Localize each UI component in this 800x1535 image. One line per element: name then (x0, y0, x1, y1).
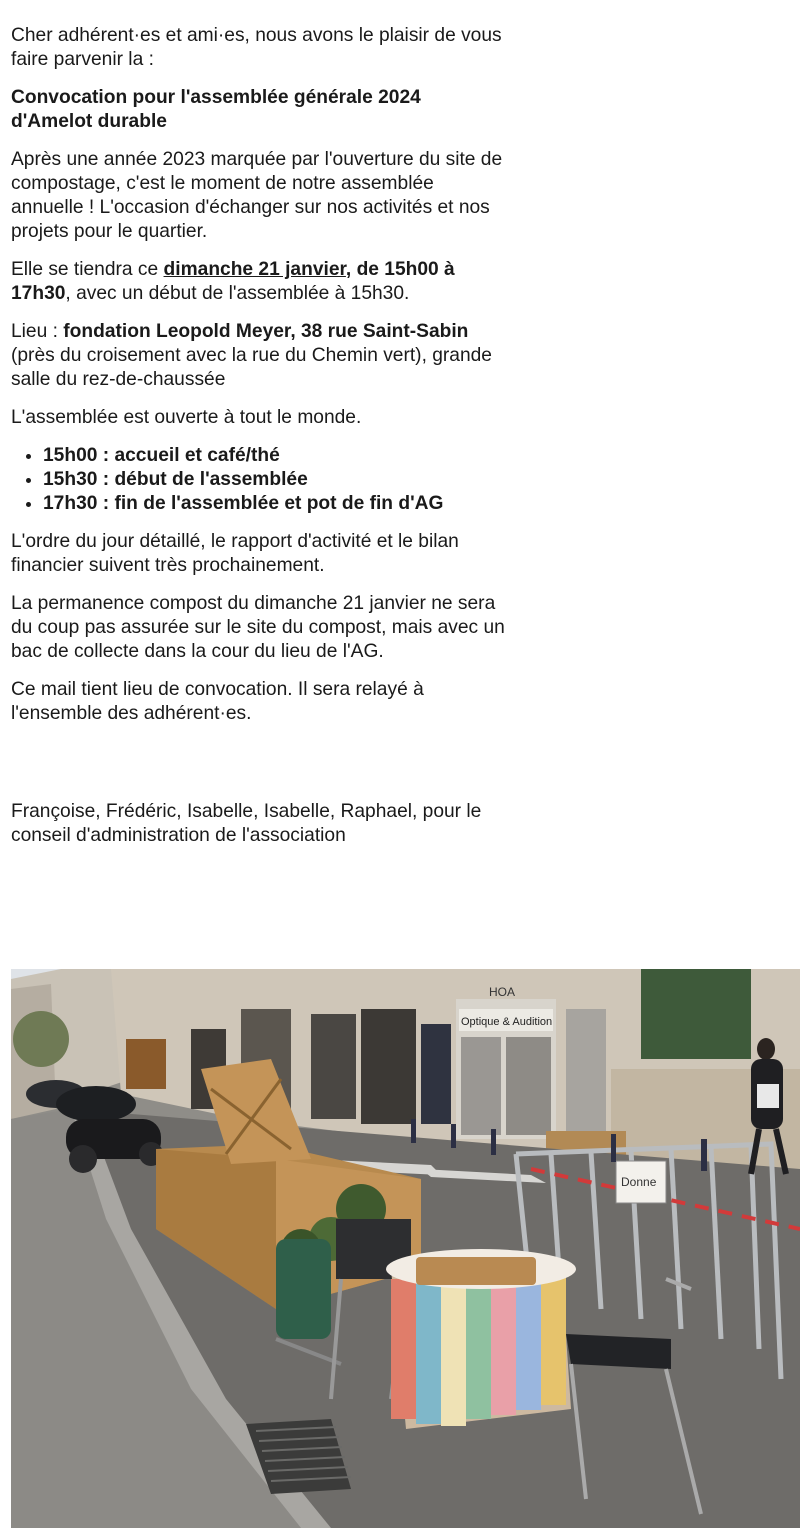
location-paragraph: Lieu : fondation Leopold Meyer, 38 rue Saint-Sabin (près du croisement avec la rue du Chemin vert), grande salle du rez-de-chaussée (11, 321, 492, 390)
list-item: • 15h30 : début de l'assemblée (43, 468, 506, 492)
greeting: Cher adhérent·es et ami·es, nous avons le plaisir de vous faire parvenir la : (11, 25, 502, 70)
email-body (11, 24, 506, 862)
list-item: • 17h30 : fin de l'assemblée et pot de fin d'AG (43, 492, 506, 516)
shop-sign-optique: Optique & Audition (461, 1016, 553, 1028)
date-paragraph: Elle se tiendra ce dimanche 21 janvier, de 15h00 à 17h30, avec un début de l'assemblée à 15h30. (11, 259, 455, 304)
schedule-list (11, 444, 506, 516)
compost-notice: La permanence compost du dimanche 21 janvier ne sera du coup pas assurée sur le site du compost, mais avec un bac de collecte dans la cour du lieu de l'AG. (11, 593, 505, 662)
barrier-sign: Donne (621, 1175, 657, 1189)
intro-paragraph: Après une année 2023 marquée par l'ouverture du site de compostage, c'est le moment de notre assemblée annuelle ! L'occasion d'échanger sur nos activités et nos projets pour le quartier. (11, 149, 503, 242)
location-highlight: fondation Leopold Meyer, 38 rue Saint-Sabin (63, 321, 469, 342)
date-highlight: dimanche 21 janvier (163, 259, 346, 280)
signature: Françoise, Frédéric, Isabelle, Isabelle, Raphael, pour le conseil d'administration de l'association (11, 801, 482, 846)
spacer (11, 740, 506, 800)
time-highlight: de 15h00 à 17h30 (11, 259, 455, 304)
shop-sign-hoa: HOA (489, 985, 516, 999)
open-to-all: L'assemblée est ouverte à tout le monde. (11, 407, 362, 428)
convocation-note: Ce mail tient lieu de convocation. Il sera relayé à l'ensemble des adhérent·es. (11, 679, 424, 724)
street-compost-photo (11, 969, 800, 1528)
mail-title: Convocation pour l'assemblée générale 2024 d'Amelot durable (11, 87, 421, 132)
list-item: • 15h00 : accueil et café/thé (43, 444, 506, 468)
documents-paragraph: L'ordre du jour détaillé, le rapport d'activité et le bilan financier suivent très prochainement. (11, 531, 459, 576)
